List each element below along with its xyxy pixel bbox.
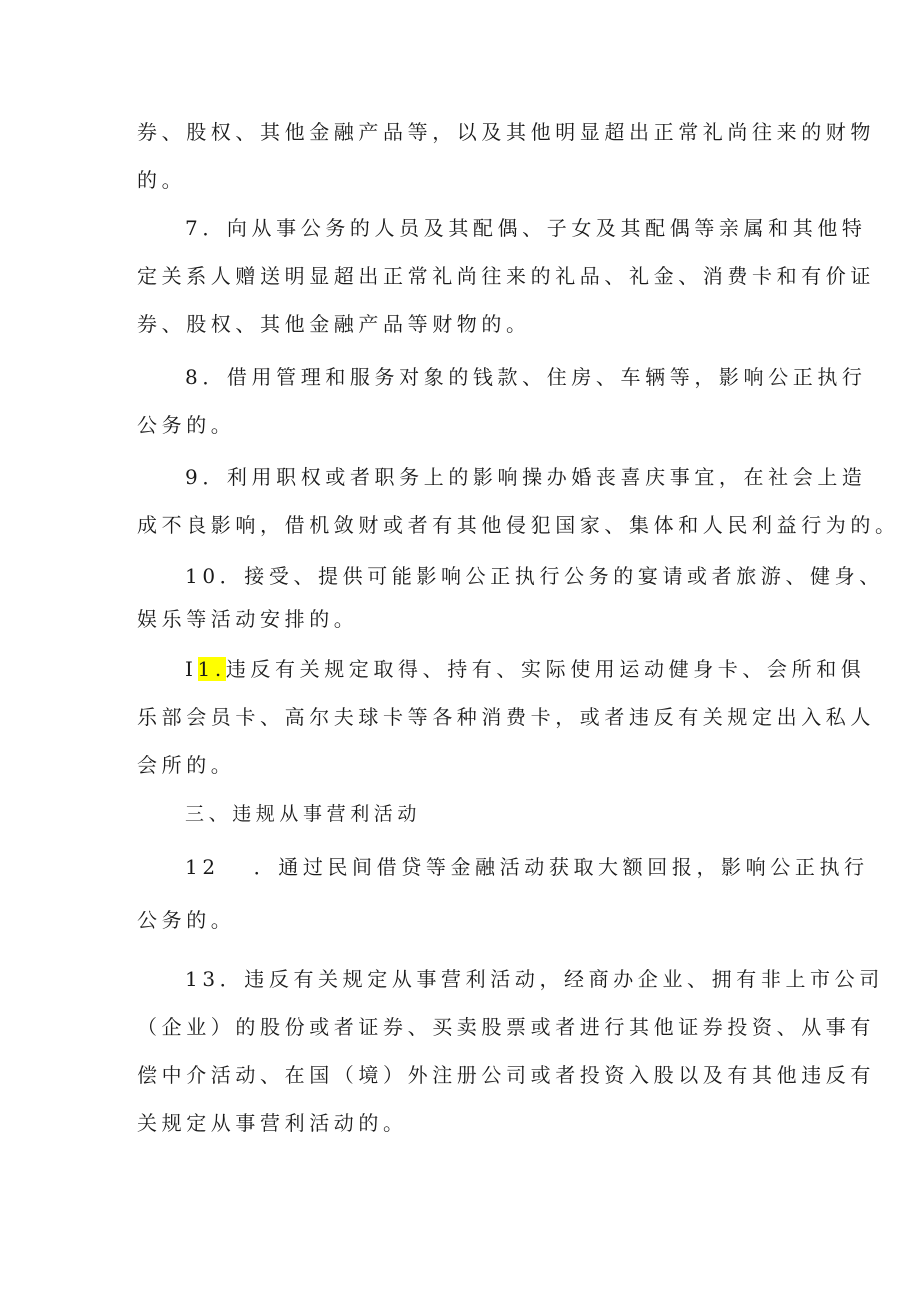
item-9-line-1: 9．利用职权或者职务上的影响操办婚丧喜庆事宜，在社会上造 <box>185 465 867 489</box>
item-12-text: ．通过民间借贷等金融活动获取大额回报，影响公正执行 <box>253 855 869 879</box>
item-10-line-1: 10．接受、提供可能影响公正执行公务的宴请或者旅游、健身、 <box>185 564 884 588</box>
item-13-line-3: 偿中介活动、在国（境）外注册公司或者投资入股以及有其他违反有 <box>137 1063 875 1087</box>
item-9-line-2: 成不良影响，借机敛财或者有其他侵犯国家、集体和人民利益行为的。 <box>137 513 900 537</box>
item-11-line-2: 乐部会员卡、高尔夫球卡等各种消费卡，或者违反有关规定出入私人 <box>137 705 875 729</box>
item-8-line-2: 公务的。 <box>137 413 236 437</box>
item-11-line-3: 会所的。 <box>137 753 236 777</box>
item-13-line-4: 关规定从事营利活动的。 <box>137 1111 408 1135</box>
item-12-line-1 <box>185 853 869 881</box>
item-8-line-1: 8．借用管理和服务对象的钱款、住房、车辆等，影响公正执行 <box>185 365 867 389</box>
item-10-line-2: 娱乐等活动安排的。 <box>137 607 359 631</box>
text-line-2: 的。 <box>137 168 187 192</box>
item-11-line-1 <box>185 655 865 683</box>
section-heading: 三、违规从事营利活动 <box>185 803 422 825</box>
item-11-text: 违反有关规定取得、持有、实际使用运动健身卡、会所和俱 <box>225 657 866 681</box>
item-7-line-1: 7．向从事公务的人员及其配偶、子女及其配偶等亲属和其他特 <box>185 216 867 240</box>
highlighted-number: 1. <box>197 657 226 681</box>
item-13-line-1: 13．违反有关规定从事营利活动，经商办企业、拥有非上市公司 <box>185 967 884 991</box>
item-12-number: 12 <box>185 855 220 879</box>
item-12-line-2: 公务的。 <box>137 908 236 932</box>
item-13-line-2: （企业）的股份或者证券、买卖股票或者进行其他证券投资、从事有 <box>137 1015 875 1039</box>
item-7-line-3: 券、股权、其他金融产品等财物的。 <box>137 312 531 336</box>
text-line-1: 券、股权、其他金融产品等，以及其他明显超出正常礼尚往来的财物 <box>137 120 875 144</box>
item-11-number-prefix: I <box>185 657 198 681</box>
item-7-line-2: 定关系人赠送明显超出正常礼尚往来的礼品、礼金、消费卡和有价证 <box>137 264 875 288</box>
